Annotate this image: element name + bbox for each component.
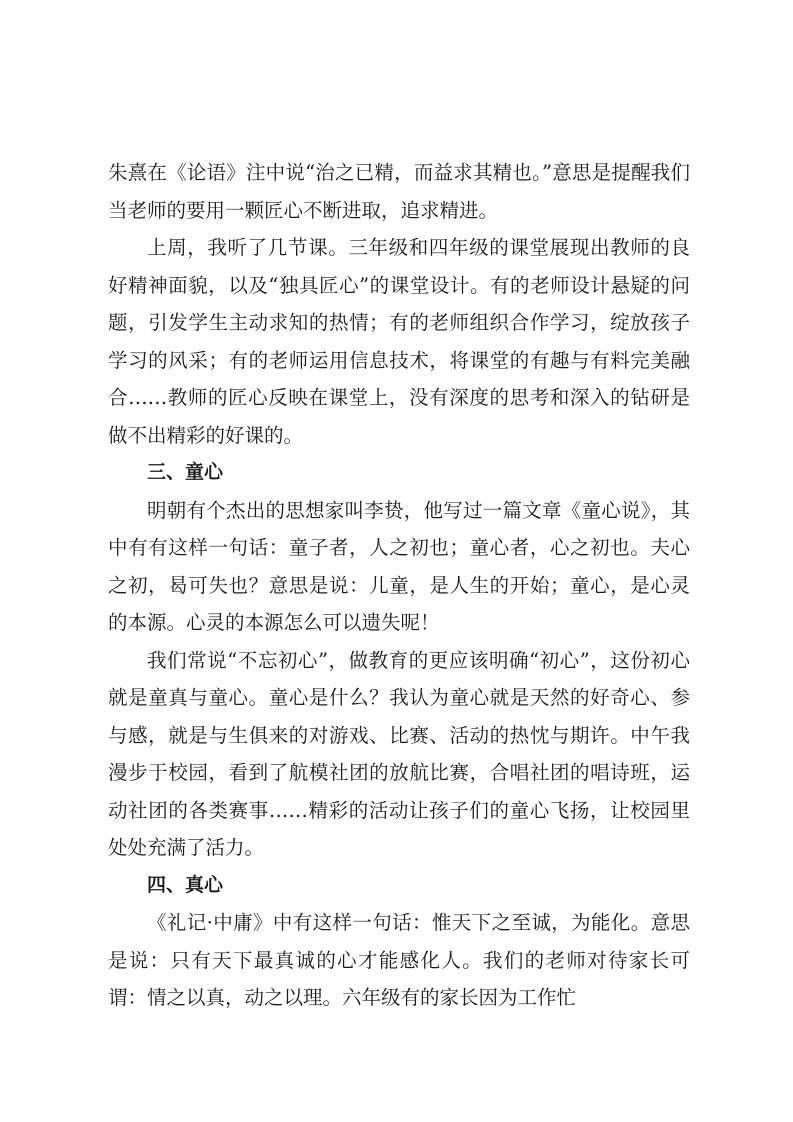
paragraph-original-aspiration: 我们常说“不忘初心”，做教育的更应该明确“初心”，这份初心就是童真与童心。童心是什么？我认为童心就是天然的好奇心、参与感，就是与生俱来的对游戏、比赛、活动的热忱与期许。中午我漫步于校园，看到了航模社团的放航比赛，合唱社团的唱诗班，运动社团的各类赛事……精彩的活动让孩子们的童心飞扬，让校园里处处充满了活力。 <box>108 648 690 859</box>
section-heading-tongxin: 三、童心 <box>147 461 224 483</box>
paragraph-zhuxi-quote: 朱熹在《论语》注中说“治之已精，而益求其精也。”意思是提醒我们当老师的要用一颗匠心不断进取，追求精进。 <box>108 161 690 222</box>
paragraph-lesson-observation: 上周，我听了几节课。三年级和四年级的课堂展现出教师的良好精神面貌，以及“独具匠心”的课堂设计。有的老师设计悬疑的问题，引发学生主动求知的热情；有的老师组织合作学习，绽放孩子学习的风采；有的老师运用信息技术，将课堂的有趣与有料完美融合……教师的匠心反映在课堂上，没有深度的思考和深入的钻研是做不出精彩的好课的。 <box>108 236 690 447</box>
paragraph-liji-zhongyong: 《礼记·中庸》中有这样一句话：惟天下之至诚，为能化。意思是说：只有天下最真诚的心才能感化人。我们的老师对待家长可谓：情之以真，动之以理。六年级有的家长因为工作忙 <box>108 911 690 1009</box>
document-body <box>108 154 690 1017</box>
section-heading-zhenxin: 四、真心 <box>147 873 224 896</box>
paragraph-lizhi-tongxinshuo: 明朝有个杰出的思想家叫李贽，他写过一篇文章《童心说》，其中有有这样一句话：童子者，人之初也；童心者，心之初也。夫心之初，曷可失也？意思是说：儿童，是人生的开始；童心，是心灵的本源。心灵的本源怎么可以遗失呢！ <box>108 498 690 634</box>
